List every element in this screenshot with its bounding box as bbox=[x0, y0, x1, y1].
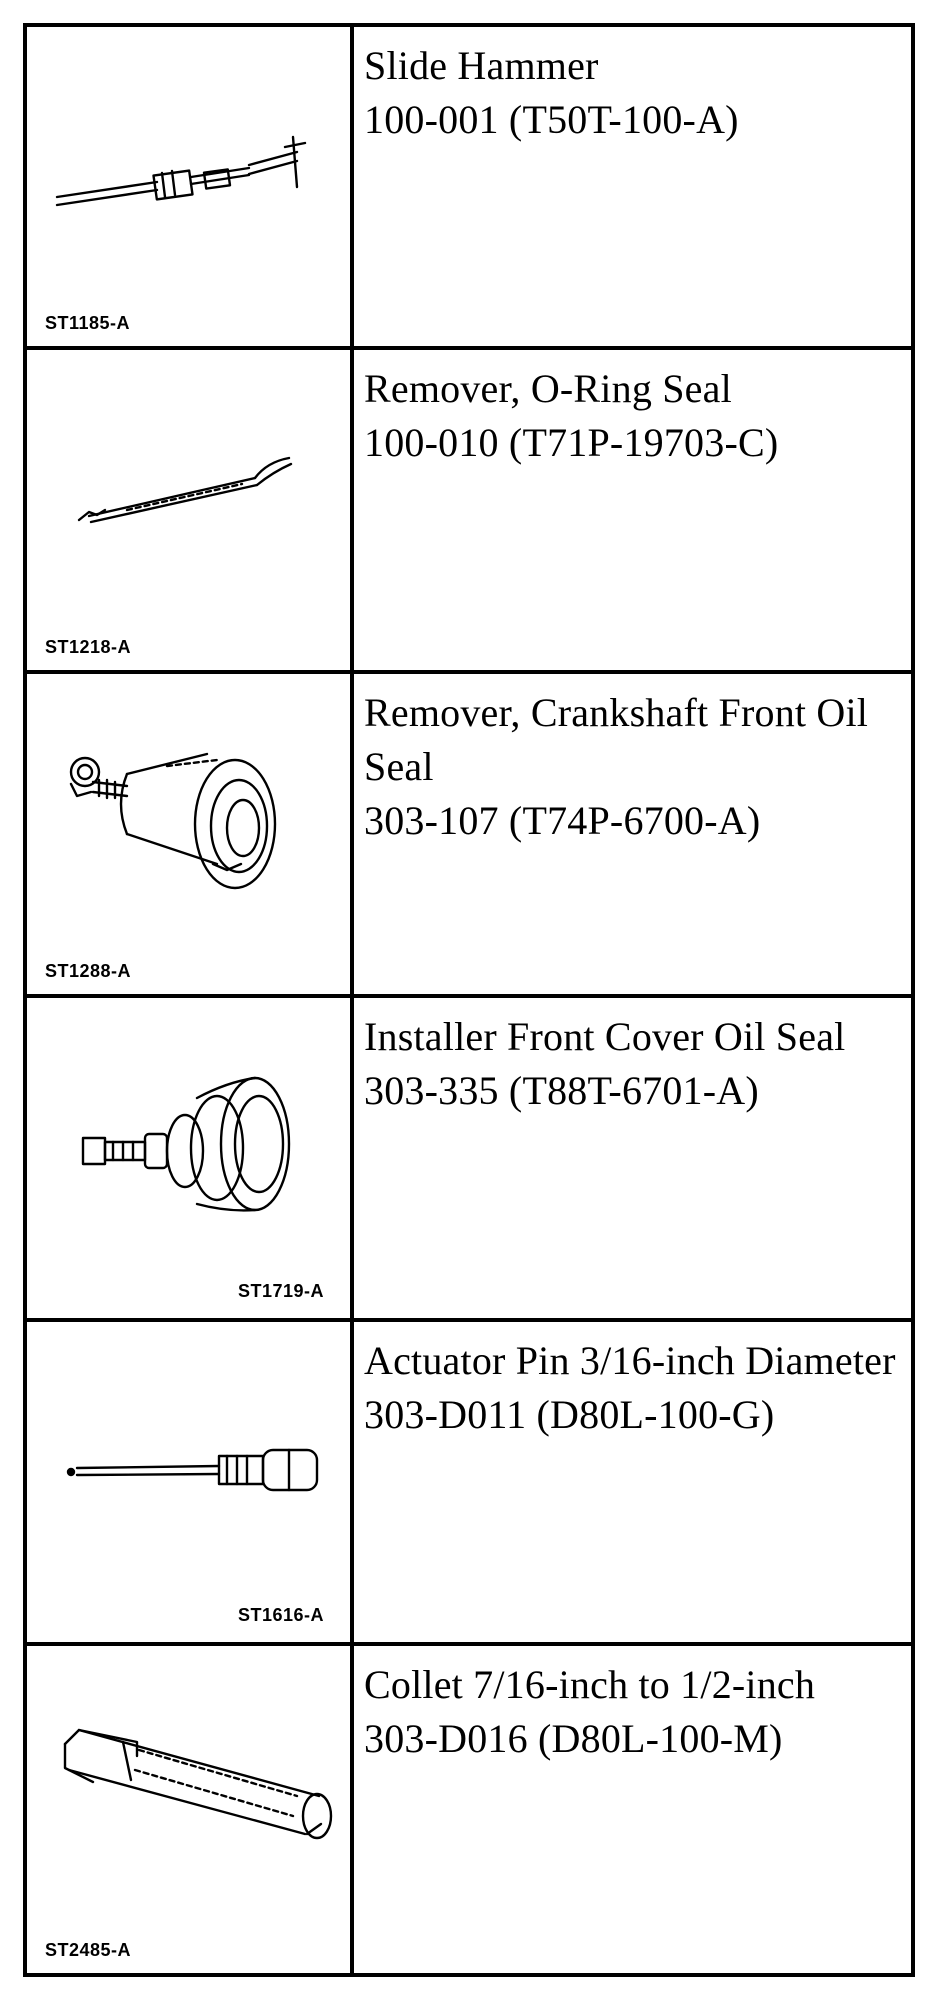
tool-part-number: 303-335 (T88T-6701-A) bbox=[364, 1068, 759, 1113]
tool-part-number: 100-001 (T50T-100-A) bbox=[364, 97, 739, 142]
seal-installer-icon bbox=[27, 998, 350, 1314]
crankshaft-seal-remover-icon bbox=[27, 674, 350, 990]
tool-illustration-cell bbox=[25, 348, 352, 672]
table-row bbox=[25, 25, 913, 348]
tool-description-cell bbox=[352, 672, 913, 996]
figure-id: ST1616-A bbox=[237, 1605, 324, 1625]
tool-name: Actuator Pin 3/16-inch Diameter bbox=[364, 1338, 896, 1383]
special-tools-table bbox=[23, 23, 915, 1977]
tool-description-cell bbox=[352, 25, 913, 348]
tool-illustration-cell bbox=[25, 1320, 352, 1644]
tool-name: Installer Front Cover Oil Seal bbox=[364, 1014, 846, 1059]
o-ring-remover-icon bbox=[27, 350, 350, 666]
collet-icon bbox=[27, 1646, 350, 1969]
tool-description-cell bbox=[352, 348, 913, 672]
table-row bbox=[25, 996, 913, 1320]
tool-illustration-cell bbox=[25, 996, 352, 1320]
table-row bbox=[25, 1320, 913, 1644]
tool-part-number: 100-010 (T71P-19703-C) bbox=[364, 420, 779, 465]
table-row bbox=[25, 1644, 913, 1975]
slide-hammer-icon bbox=[27, 27, 350, 342]
figure-id: ST1288-A bbox=[45, 961, 132, 981]
tool-part-number: 303-107 (T74P-6700-A) bbox=[364, 798, 761, 843]
tool-illustration-cell bbox=[25, 25, 352, 348]
table-row bbox=[25, 672, 913, 996]
tool-name: Remover, Crankshaft Front Oil Seal bbox=[364, 690, 869, 789]
table-row bbox=[25, 348, 913, 672]
figure-id: ST1719-A bbox=[237, 1281, 324, 1301]
tool-name: Remover, O-Ring Seal bbox=[364, 366, 732, 411]
figure-id: ST1185-A bbox=[45, 313, 131, 333]
tool-description-cell bbox=[352, 996, 913, 1320]
tool-description-cell bbox=[352, 1644, 913, 1975]
actuator-pin-icon bbox=[27, 1322, 350, 1638]
tool-part-number: 303-D011 (D80L-100-G) bbox=[364, 1392, 775, 1437]
tool-part-number: 303-D016 (D80L-100-M) bbox=[364, 1716, 783, 1761]
tool-name: Slide Hammer bbox=[364, 43, 599, 88]
tool-illustration-cell bbox=[25, 672, 352, 996]
tool-name: Collet 7/16-inch to 1/2-inch bbox=[364, 1662, 816, 1707]
tool-illustration-cell bbox=[25, 1644, 352, 1975]
figure-id: ST2485-A bbox=[45, 1940, 132, 1960]
figure-id: ST1218-A bbox=[45, 637, 132, 657]
tool-description-cell bbox=[352, 1320, 913, 1644]
